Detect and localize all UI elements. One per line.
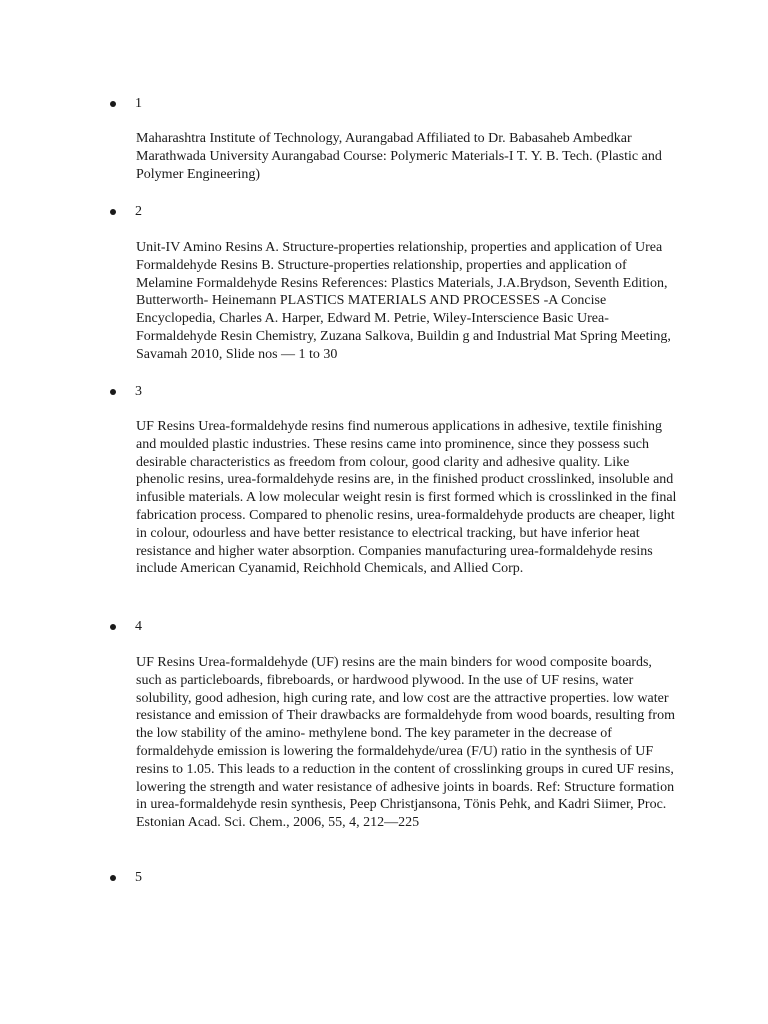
bullet-icon xyxy=(110,624,116,630)
slide-number: 2 xyxy=(135,204,142,219)
bullet-icon xyxy=(110,875,116,881)
slide-header xyxy=(0,382,768,402)
slide-number: 4 xyxy=(135,619,142,634)
slide-number: 5 xyxy=(135,870,142,885)
slide-header xyxy=(0,868,768,888)
bullet-icon xyxy=(110,389,116,395)
slide-item-4 xyxy=(0,617,768,831)
slide-text: Maharashtra Institute of Technology, Aurangabad Affiliated to Dr. Babasaheb Ambedkar Marathwada University Aurangabad Course: Polymeric Materials-I T. Y. B. Tech. (Plastic and Polymer Engineering) xyxy=(136,131,662,182)
slide-text: UF Resins Urea-formaldehyde (UF) resins are the main binders for wood composite boards, such as particleboards, fibreboards, or hardwood plywood. In the use of UF resins, water solubility, good adhesion, high curing rate, and low cost are the attractive properties. low water resistance and emission of Their drawbacks are formaldehyde from wood boards, resulting from the low stability of the amino- methylene bond. The key parameter in the decrease of formaldehyde emission is lowering the formaldehyde/urea (F/U) ratio in the synthesis of UF resins to 1.05. This leads to a reduction in the content of crosslinking groups in cured UF resins, lowering the strength and water resistance of adhesive joints in boards. Ref: Structure formation in urea-formaldehyde resin synthesis, Peep Christjansona, Tönis Pehk, and Kadri Siimer, Proc. Estonian Acad. Sci. Chem., 2006, 55, 4, 212—225 xyxy=(136,655,675,831)
slide-item-2 xyxy=(0,202,768,362)
slide-header xyxy=(0,202,768,222)
slide-number: 3 xyxy=(135,384,142,399)
slide-item-1 xyxy=(0,94,768,182)
slide-header xyxy=(0,617,768,637)
slide-text: UF Resins Urea-formaldehyde resins find numerous applications in adhesive, textile finishing and moulded plastic industries. These resins came into prominence, since they possess such desirable characteristics as freedom from colour, good clarity and adhesive quality. Like phenolic resins, urea-formaldehyde resins are, in the finished product crosslinked, insoluble and infusible materials. A low molecular weight resin is first formed which is crosslinked in the final fabrication process. Compared to phenolic resins, urea-formaldehyde products are cheaper, light in colour, odourless and have better resistance to electrical tracking, but have inferior heat resistance and higher water absorption. Companies manufacturing urea-formaldehyde resins include American Cyanamid, Reichhold Chemicals, and Allied Corp. xyxy=(136,419,677,577)
bullet-icon xyxy=(110,101,116,107)
slide-text: Unit-IV Amino Resins A. Structure-properties relationship, properties and application of Urea Formaldehyde Resins B. Structure-properties relationship, properties and application of Melamine Formaldehyde Resins References: Plastics Materials, J.A.Brydson, Seventh Edition, Butterworth- Heinemann PLASTICS MATERIALS AND PROCESSES -A Concise Encyclopedia, Charles A. Harper, Edward M. Petrie, Wiley-Interscience Basic Urea- Formaldehyde Resin Chemistry, Zuzana Salkova, Buildin g and Industrial Mat Spring Meeting, Savamah 2010, Slide nos — 1 to 30 xyxy=(136,240,671,362)
slide-header xyxy=(0,94,768,114)
slide-item-3 xyxy=(0,382,768,577)
bullet-icon xyxy=(110,209,116,215)
slide-item-5 xyxy=(0,868,768,888)
slide-number: 1 xyxy=(135,96,142,111)
